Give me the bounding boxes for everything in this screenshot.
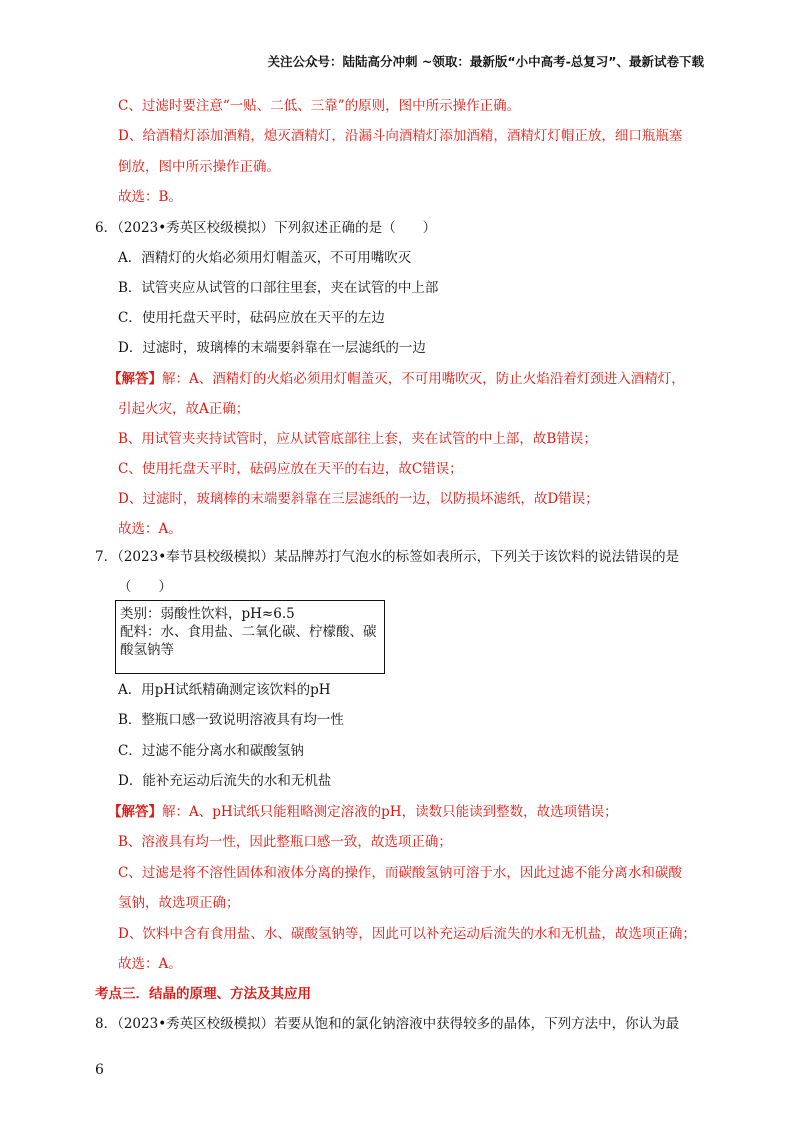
q6-option-b: B．试管夹应从试管的口部往里套，夹在试管的中上部 <box>118 280 439 296</box>
q6-solution-line3: B、用试管夹夹持试管时，应从试管底部往上套，夹在试管的中上部，故B错误； <box>118 431 597 447</box>
q7-label-ingredients: 配料：水、食用盐、二氧化碳、柠檬酸、碳酸氢钠等 <box>120 624 377 658</box>
q7-label-category: 类别：弱酸性饮料，pH≈6.5 <box>120 606 295 622</box>
prev-option-d-explanation-line1: D、给酒精灯添加酒精，熄灭酒精灯，沿漏斗向酒精灯添加酒精，酒精灯灯帽正放，细口瓶瓶塞 <box>118 128 683 144</box>
q6-solution-line5: D、过滤时，玻璃棒的末端要斜靠在三层滤纸的一边，以防损坏滤纸，故D错误； <box>118 491 599 507</box>
q7-solution-text: 解：A、pH试纸只能粗略测定溶液的pH，读数只能读到整数，故选项错误； <box>162 804 618 820</box>
q7-label-table <box>115 600 385 674</box>
q6-stem: 6．（2023•秀英区校级模拟）下列叙述正确的是（ ） <box>95 220 437 236</box>
q7-stem-line2: （ ） <box>118 579 172 595</box>
q7-option-a: A．用pH试纸精确测定该饮料的pH <box>118 682 331 698</box>
q7-option-c: C．过滤不能分离水和碳酸氢钠 <box>118 743 304 759</box>
q6-option-a: A．酒精灯的火焰必须用灯帽盖灭，不可用嘴吹灭 <box>118 250 412 266</box>
q7-option-d: D．能补充运动后流失的水和无机盐 <box>118 773 332 789</box>
prev-option-c-explanation: C、过滤时要注意“一贴、二低、三靠”的原则，图中所示操作正确。 <box>118 98 521 114</box>
q7-option-b: B．整瓶口感一致说明溶液具有均一性 <box>118 712 344 728</box>
q6-solution-line4: C、使用托盘天平时，砝码应放在天平的右边，故C错误； <box>118 461 463 477</box>
q7-stem-line1: 7．（2023•奉节县校级模拟）某品牌苏打气泡水的标签如表所示，下列关于该饮料的说法错误的是 <box>95 549 680 565</box>
q7-solution-line5: D、饮料中含有食用盐、水、碳酸氢钠等，因此可以补充运动后流失的水和无机盐，故选项正确； <box>118 926 696 942</box>
q7-solution-line2: B、溶液具有均一性，因此整瓶口感一致，故选项正确； <box>118 834 452 850</box>
q8-stem: 8．（2023•秀英区校级模拟）若要从饱和的氯化钠溶液中获得较多的晶体，下列方法中，你认为最 <box>95 1016 680 1032</box>
q6-answer: 故选：A。 <box>118 521 182 537</box>
page-number: 6 <box>95 1062 104 1078</box>
prev-answer: 故选：B。 <box>118 189 182 205</box>
prev-option-d-explanation-line2: 倒放，图中所示操作正确。 <box>118 159 280 175</box>
q7-solution-line1 <box>108 803 618 821</box>
q6-solution-text: 解：A、酒精灯的火焰必须用灯帽盖灭，不可用嘴吹灭，防止火焰沿着灯颈进入酒精灯， <box>162 371 685 387</box>
q6-solution-line2: 引起火灾，故A正确； <box>118 401 250 417</box>
q6-solution-line1 <box>108 370 685 388</box>
q7-solution-tag: 【解答】 <box>108 804 162 820</box>
q7-solution-line4: 氢钠，故选项正确； <box>118 895 240 911</box>
q6-solution-tag: 【解答】 <box>108 371 162 387</box>
q7-solution-line3: C、过滤是将不溶性固体和液体分离的操作，而碳酸氢钠可溶于水，因此过滤不能分离水和碳酸 <box>118 865 682 881</box>
page-header: 关注公众号：陆陆高分冲刺 ~领取：最新版“小中高考-总复习”、最新试卷下载 <box>267 54 704 69</box>
q7-answer: 故选：A。 <box>118 956 182 972</box>
q6-option-d: D．过滤时，玻璃棒的末端要斜靠在一层滤纸的一边 <box>118 340 426 356</box>
q6-option-c: C．使用托盘天平时，砝码应放在天平的左边 <box>118 310 385 326</box>
section-heading: 考点三．结晶的原理、方法及其应用 <box>95 986 311 1002</box>
